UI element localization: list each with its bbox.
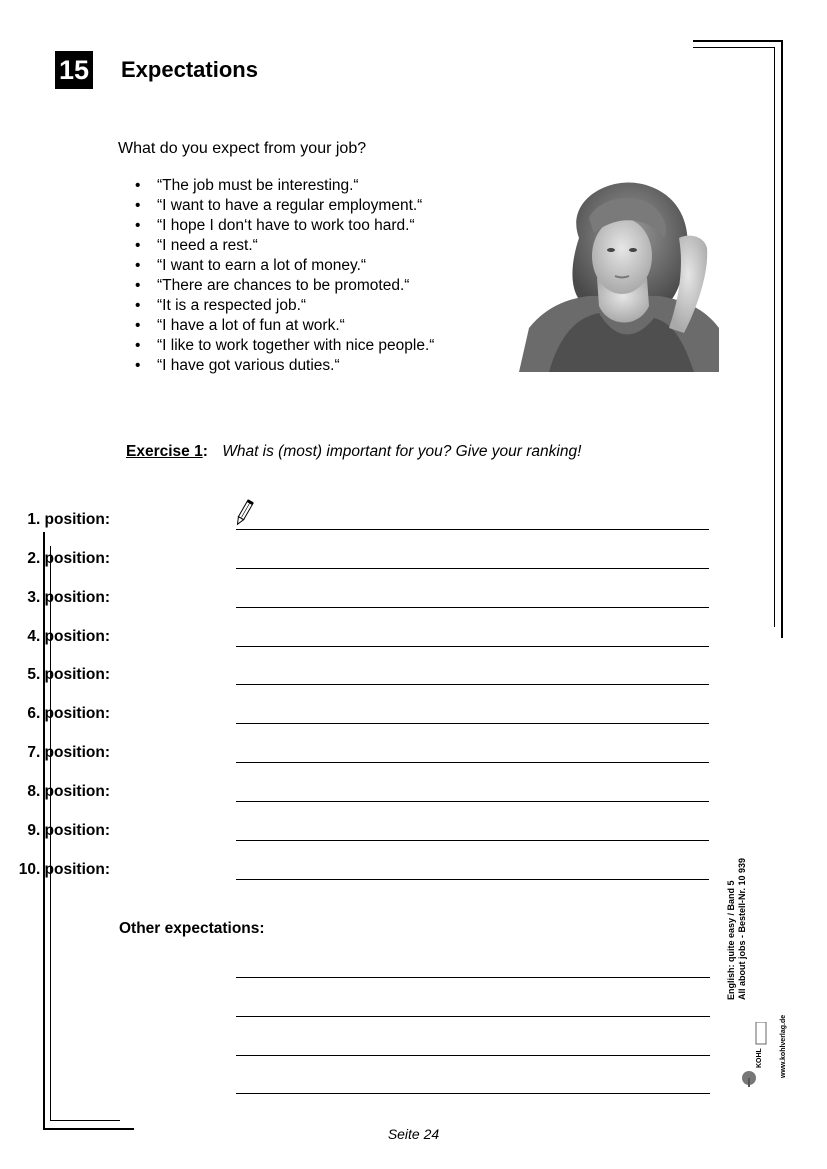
position-row-9: 9. position: — [0, 822, 720, 846]
position-row-7: 7. position: — [0, 744, 720, 768]
position-row-2: 2. position: — [0, 550, 720, 574]
other-answer-line[interactable] — [236, 1016, 710, 1017]
kohl-logo — [740, 1022, 768, 1088]
svg-text:KOHL: KOHL — [756, 1048, 763, 1068]
answer-line[interactable] — [236, 762, 709, 763]
other-answer-line[interactable] — [236, 1093, 710, 1094]
answer-line[interactable] — [236, 568, 709, 569]
list-item: • “The job must be interesting.“ — [135, 177, 359, 194]
list-item: • “I need a rest.“ — [135, 237, 258, 254]
intro-question: What do you expect from your job? — [118, 140, 367, 157]
list-item: • “I want to earn a lot of money.“ — [135, 257, 367, 274]
other-expectations-label: Other expectations: — [119, 920, 265, 937]
position-row-1: 1. position: — [0, 511, 720, 535]
publisher-info: English: quite easy / Band 5 All about jobs - Bestell-Nr. 10 939 — [726, 857, 747, 1000]
other-answer-line[interactable] — [236, 977, 710, 978]
page-number: Seite 24 — [387, 1126, 440, 1142]
list-item: • “It is a respected job.“ — [135, 297, 307, 314]
expectation-list — [135, 176, 434, 376]
answer-line[interactable] — [236, 646, 709, 647]
page-title: Expectations — [121, 57, 258, 82]
answer-line[interactable] — [236, 801, 709, 802]
list-item: • “I have a lot of fun at work.“ — [135, 317, 345, 334]
position-row-4: 4. position: — [0, 628, 720, 652]
answer-line[interactable] — [236, 529, 709, 530]
position-row-3: 3. position: — [0, 589, 720, 613]
other-answer-line[interactable] — [236, 1055, 710, 1056]
woman-thinking-photo — [519, 178, 719, 372]
list-item: • “I have got various duties.“ — [135, 357, 340, 374]
list-item: • “I like to work together with nice people.“ — [135, 337, 435, 354]
worksheet-number-badge: 15 — [55, 51, 93, 89]
position-row-5: 5. position: — [0, 666, 720, 690]
answer-line[interactable] — [236, 840, 709, 841]
position-row-6: 6. position: — [0, 705, 720, 729]
list-item: • “There are chances to be promoted.“ — [135, 277, 410, 294]
exercise-instruction: Exercise 1: What is (most) important for you? Give your ranking! — [126, 443, 582, 460]
position-row-10: 10. position: — [0, 861, 720, 885]
exercise-label: Exercise 1 — [126, 443, 203, 460]
exercise-text: What is (most) important for you? Give your ranking! — [222, 443, 582, 460]
position-row-8: 8. position: — [0, 783, 720, 807]
answer-line[interactable] — [236, 607, 709, 608]
answer-line[interactable] — [236, 723, 709, 724]
list-item: • “I want to have a regular employment.“ — [135, 197, 423, 214]
list-item: • “I hope I don‘t have to work too hard.“ — [135, 217, 415, 234]
publisher-url[interactable]: www.kohlverlag.de — [780, 1014, 787, 1078]
answer-line[interactable] — [236, 684, 709, 685]
answer-line[interactable] — [236, 879, 709, 880]
